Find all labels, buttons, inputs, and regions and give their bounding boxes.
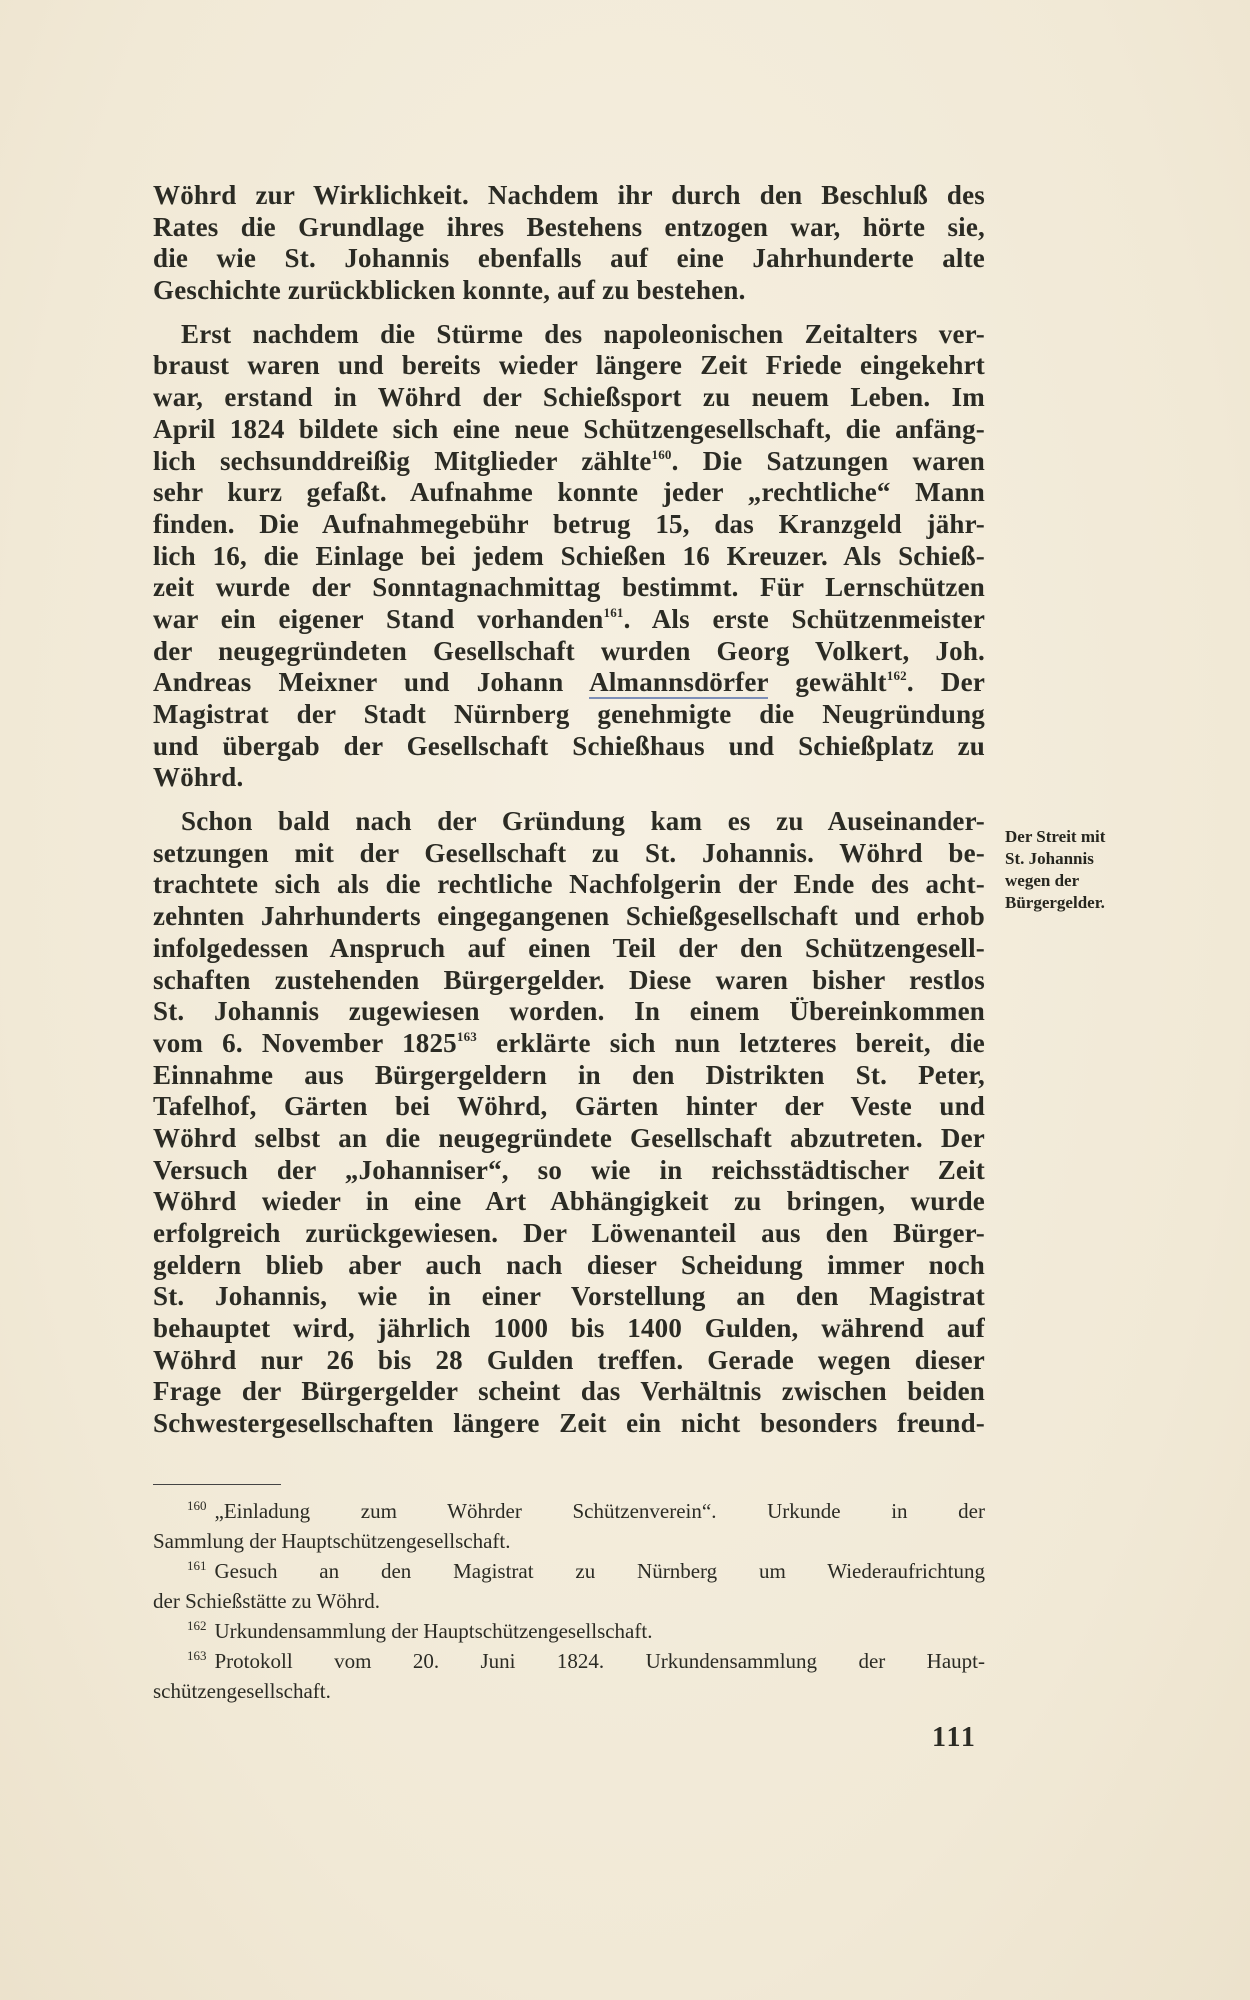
text-line: Schwestergesellschaften längere Zeit ein nicht besonders freund- (153, 1408, 985, 1439)
footnote-number: 163 (187, 1648, 207, 1663)
text-line: Frage der Bürgergelder scheint das Verhältnis zwischen beiden (153, 1376, 985, 1407)
text-line: Geschichte zurückblicken konnte, auf zu bestehen. (153, 275, 746, 306)
footnote (153, 1616, 985, 1646)
text-line: und übergab der Gesellschaft Schießhaus und Schießplatz zu (153, 730, 985, 761)
underlined-name: Almannsdörfer (589, 667, 769, 698)
margin-note (1005, 826, 1175, 914)
footnote (153, 1496, 985, 1556)
text-line: finden. Die Aufnahmegebühr betrug 15, das Kranzgeld jähr- (153, 508, 985, 539)
footnote-ref[interactable]: 162 (886, 668, 907, 684)
text-line (153, 667, 985, 699)
text-line: lich 16, die Einlage bei jedem Schießen 16 Kreuzer. Als Schieß- (153, 540, 985, 571)
text-line: braust waren und bereits wieder längere Zeit Friede eingekehrt (153, 350, 985, 381)
text-line: Wöhrd. (153, 762, 244, 793)
text-line: behauptet wird, jährlich 1000 bis 1400 Gulden, während auf (153, 1313, 985, 1344)
footnote-divider (153, 1484, 281, 1485)
text-line: Wöhrd selbst an die neugegründete Gesellschaft abzutreten. Der (153, 1122, 985, 1153)
text-line: St. Johannis zugewiesen worden. In einem Übereinkommen (153, 996, 985, 1027)
main-text (153, 180, 985, 1440)
footnote-ref[interactable]: 160 (651, 446, 672, 462)
footnote-text: Urkundensammlung der Hauptschützengesellschaft. (214, 1619, 653, 1643)
footnotes (153, 1496, 985, 1706)
margin-note-line: Bürgergelder. (1005, 893, 1105, 912)
margin-note-line: wegen der (1005, 871, 1080, 890)
footnote-line (153, 1556, 985, 1586)
text-line: Rates die Grundlage ihres Bestehens entzogen war, hörte sie, (153, 211, 985, 242)
text-fragment: vom 6. November 1825 (153, 1027, 457, 1058)
text-line: war, erstand in Wöhrd der Schießsport zu neuem Leben. Im (153, 382, 985, 413)
text-line: die wie St. Johannis ebenfalls auf eine Jahrhunderte alte (153, 243, 985, 274)
footnote-number: 162 (187, 1618, 207, 1633)
text-fragment: gewählt (795, 667, 887, 698)
text-line: Schon bald nach der Gründung kam es zu Auseinander- (181, 806, 985, 837)
text-line: Tafelhof, Gärten bei Wöhrd, Gärten hinter der Veste und (153, 1091, 985, 1122)
footnote-line (153, 1646, 985, 1676)
text-line: infolgedessen Anspruch auf einen Teil der den Schützengesell- (153, 932, 985, 963)
text-line: St. Johannis, wie in einer Vorstellung an den Magistrat (153, 1281, 985, 1312)
footnote-text: Gesuch an den Magistrat zu Nürnberg um Wiederaufrichtung (214, 1559, 985, 1583)
text-line (153, 446, 985, 478)
text-line: Erst nachdem die Stürme des napoleonischen Zeitalters ver- (181, 318, 985, 349)
text-fragment: lich sechsunddreißig Mitglieder zählte (153, 445, 652, 476)
paragraph (153, 806, 985, 1440)
footnote-line: der Schießstätte zu Wöhrd. (153, 1589, 381, 1613)
text-line: Wöhrd nur 26 bis 28 Gulden treffen. Gerade wegen dieser (153, 1344, 985, 1375)
text-line: zehnten Jahrhunderts eingegangenen Schießgesellschaft und erhob (153, 901, 985, 932)
text-line: Wöhrd wieder in eine Art Abhängigkeit zu bringen, wurde (153, 1186, 985, 1217)
text-line: Wöhrd zur Wirklichkeit. Nachdem ihr durch den Beschluß des (153, 180, 985, 210)
text-fragment: . Als erste Schützenmeister (623, 603, 985, 634)
footnote-number: 160 (187, 1498, 207, 1513)
text-line: Versuch der „Johanniser“, so wie in reichsstädtischer Zeit (153, 1154, 985, 1185)
text-fragment: . Der (906, 667, 985, 698)
footnote-line: Sammlung der Hauptschützengesellschaft. (153, 1529, 511, 1553)
text-fragment: war ein eigener Stand vorhanden (153, 603, 604, 634)
paragraph (153, 180, 985, 307)
paragraph (153, 319, 985, 794)
text-fragment: . Die Satzungen waren (671, 445, 985, 476)
footnote (153, 1646, 985, 1706)
text-line (153, 604, 985, 636)
text-line: erfolgreich zurückgewiesen. Der Löwenanteil aus den Bürger- (153, 1218, 985, 1248)
text-line: der neugegründeten Gesellschaft wurden Georg Volkert, Joh. (153, 635, 985, 666)
text-line: setzungen mit der Gesellschaft zu St. Johannis. Wöhrd be- (153, 837, 985, 868)
footnote-line: schützengesellschaft. (153, 1679, 331, 1703)
footnote (153, 1556, 985, 1616)
text-line: Einnahme aus Bürgergeldern in den Distrikten St. Peter, (153, 1059, 985, 1090)
text-fragment: Andreas Meixner und Johann (153, 667, 564, 698)
text-line: zeit wurde der Sonntagnachmittag bestimmt. Für Lernschützen (153, 572, 985, 603)
text-line (153, 1028, 985, 1060)
text-fragment: erklärte sich nun letzteres bereit, die (477, 1027, 985, 1058)
margin-note-line: St. Johannis (1005, 849, 1094, 868)
text-line: geldern blieb aber auch nach dieser Scheidung immer noch (153, 1249, 985, 1280)
text-line: schaften zustehenden Bürgergelder. Diese waren bisher restlos (153, 964, 985, 995)
text-line: sehr kurz gefaßt. Aufnahme konnte jeder „rechtliche“ Mann (153, 477, 985, 508)
page-number: 111 (932, 1722, 977, 1753)
text-line: April 1824 bildete sich eine neue Schützengesellschaft, die anfäng- (153, 413, 985, 444)
footnote-ref[interactable]: 163 (456, 1028, 477, 1044)
footnote-text: Protokoll vom 20. Juni 1824. Urkundensammlung der Haupt- (214, 1649, 985, 1673)
text-line: Magistrat der Stadt Nürnberg genehmigte die Neugründung (153, 699, 985, 729)
footnote-line (153, 1496, 985, 1526)
text-line: trachtete sich als die rechtliche Nachfolgerin der Ende des acht- (153, 869, 985, 900)
margin-note-line: Der Streit mit (1005, 827, 1106, 846)
footnote-ref[interactable]: 161 (603, 604, 624, 620)
footnote-text: „Einladung zum Wöhrder Schützenverein“. Urkunde in der (214, 1499, 985, 1523)
footnote-number: 161 (187, 1558, 207, 1573)
footnote-line (153, 1616, 985, 1646)
